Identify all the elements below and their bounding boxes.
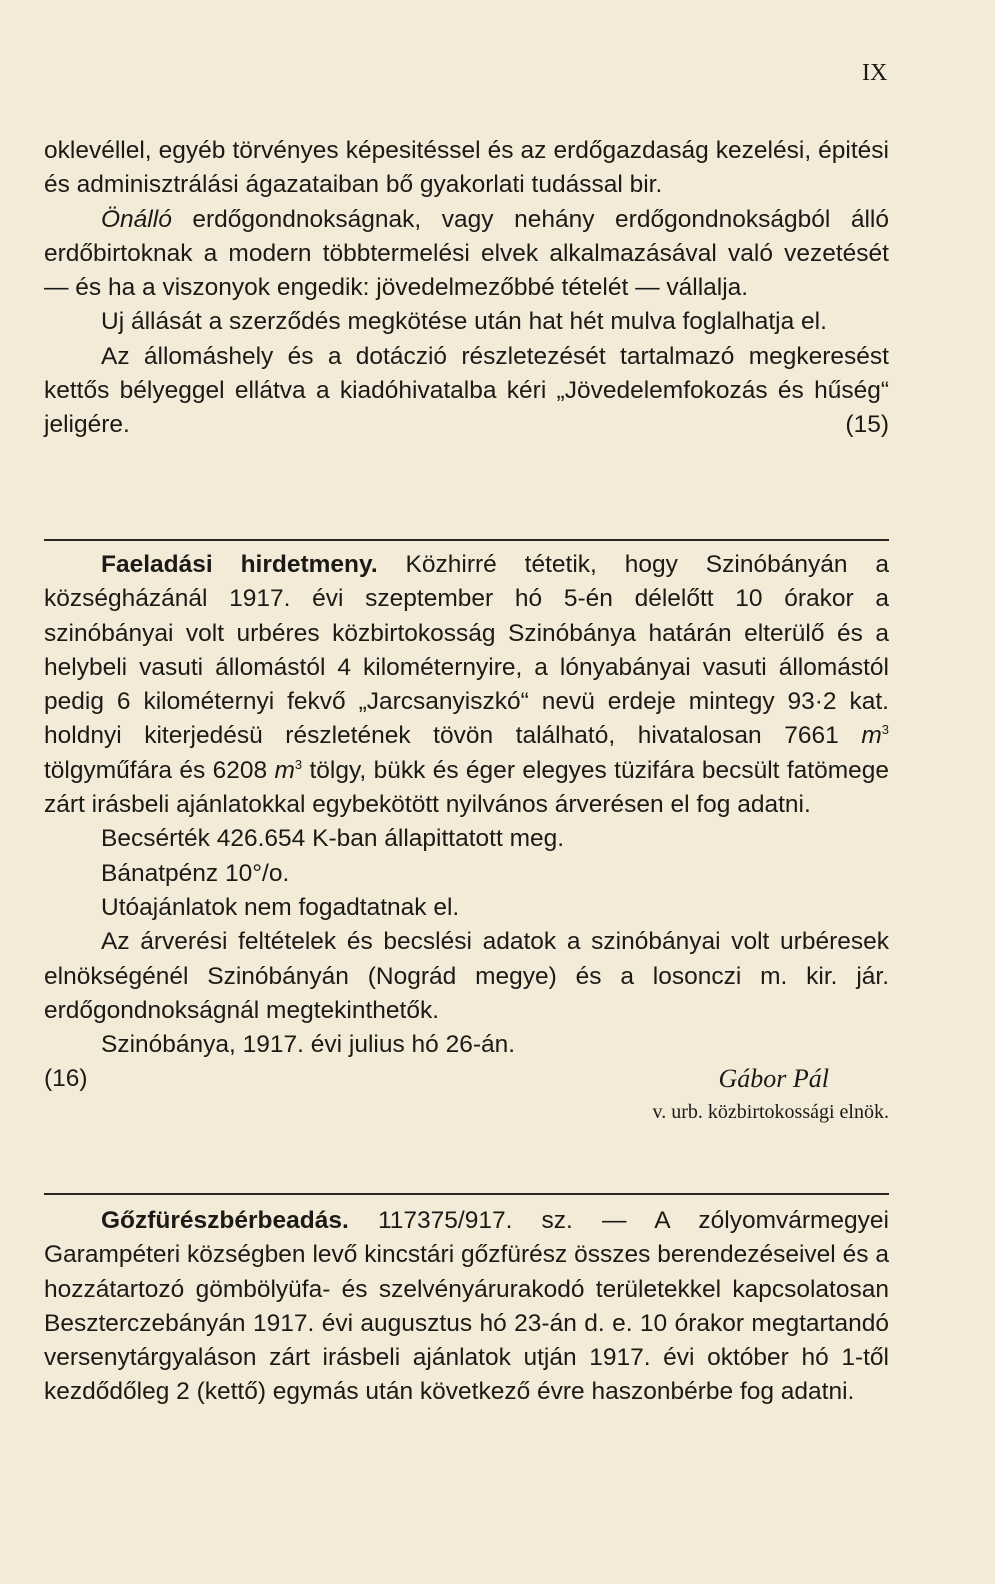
paragraph: Becsérték 426.654 K-ban állapittatott meg. <box>101 825 565 853</box>
paragraph: Szinóbánya, 1917. évi julius hó 26-án. <box>101 1031 516 1059</box>
italic-word: Önálló <box>101 205 172 233</box>
paragraph <box>44 1204 889 1410</box>
section-sawmill-lease <box>44 1204 889 1410</box>
ad-number: (16) <box>44 1065 88 1093</box>
paragraph-text: tölgy, bükk és éger elegyes tüzifára becsült fatömege zárt irásbeli ajánlatokkal egybekötött nyilvános árverésen el fog adatni. <box>44 756 889 819</box>
paragraph-text: Az állomáshely és a dotáczió részletezését tartalmazó megkeresést kettős bélyeggel ellátva a kiadóhivatalba kéri „Jövedelemfokozás és hűség“ jeligére. <box>44 342 889 439</box>
unit-superscript: 3 <box>294 756 303 772</box>
paragraph <box>44 340 889 443</box>
ad-number: (15) <box>845 411 889 439</box>
paragraph <box>44 548 889 822</box>
paragraph: Bánatpénz 10°/o. <box>101 859 290 887</box>
signature-name: Gábor Pál <box>718 1064 829 1094</box>
paragraph: Utóajánlatok nem fogadtatnak el. <box>101 893 460 921</box>
paragraph: Uj állását a szerződés megkötése után hat hét mulva foglalhatja el. <box>101 308 827 336</box>
signature-line <box>44 1062 889 1096</box>
unit: m <box>274 756 295 784</box>
divider <box>44 539 889 541</box>
paragraph-text: tölgyműfára és 6208 <box>44 756 275 784</box>
paragraph: Az árverési feltételek és becslési adatok a szinóbányai volt urbéresek elnökségénél Szinóbányán (Nográd megye) és a losonczi m. kir. jár. erdőgondnokságnál megtekinthetők. <box>44 928 889 1024</box>
paragraph-text: erdőgondnokságnak, vagy nehány erdőgondnokságból álló erdőbirtoknak a modern többtermelési elvek alkalmazásával való vezetését — és ha a viszonyok engedik: jövedelmezőbbé tételét — vállalja. <box>44 205 889 302</box>
section-heading: Faeladási hirdetmeny. <box>101 551 378 578</box>
divider <box>44 1193 889 1195</box>
unit: m <box>861 722 882 750</box>
section-heading: Gőzfürészbérbeadás. <box>101 1207 349 1234</box>
unit-superscript: 3 <box>881 722 889 738</box>
paragraph-text: 117375/917. sz. — A zólyomvármegyei Garampéteri községben levő kincstári gőzfürész összes berendezéseivel és a hozzátartozó gömbölyüfa- és szelvényárurakodó területekkel kapcsolatosan Beszterczebányán 1917. évi augusztus hó 23-án d. e. 10 órakor megtartandó versenytárgyaláson zárt irásbeli ajánlatok utján 1917. évi október hó 1-től kezdődőleg 2 (kettő) egymás után következő évre haszonbérbe fog adatni. <box>44 1207 889 1406</box>
page-number: IX <box>862 60 888 86</box>
paragraph: oklevéllel, egyéb törvényes képesitéssel és az erdőgazdaság kezelési, épitési és adminisztrálási ágazataiban bő gyakorlati tudással bir. <box>44 137 889 199</box>
signature-title: v. urb. közbirtokossági elnök. <box>652 1101 889 1124</box>
paragraph <box>44 203 889 306</box>
section-timber-sale <box>44 548 889 1128</box>
section-job-ad <box>44 134 889 443</box>
paragraph-text: Közhirré tétetik, hogy Szinóbányán a községházánál 1917. évi szeptember hó 5-én délelőtt 10 órakor a szinóbányai volt urbéres közbirtokosság Szinóbánya határán elterülő és a helybeli vasuti állomástól 4 kilométernyire, a lónyabányai vasuti állomástól pedig 6 kilométernyi fekvő „Jarcsanyiszkó“ nevü erdeje mintegy 93·2 kat. holdnyi kiterjedésü részletének tövön található, hivatalosan 7661 <box>44 551 890 750</box>
